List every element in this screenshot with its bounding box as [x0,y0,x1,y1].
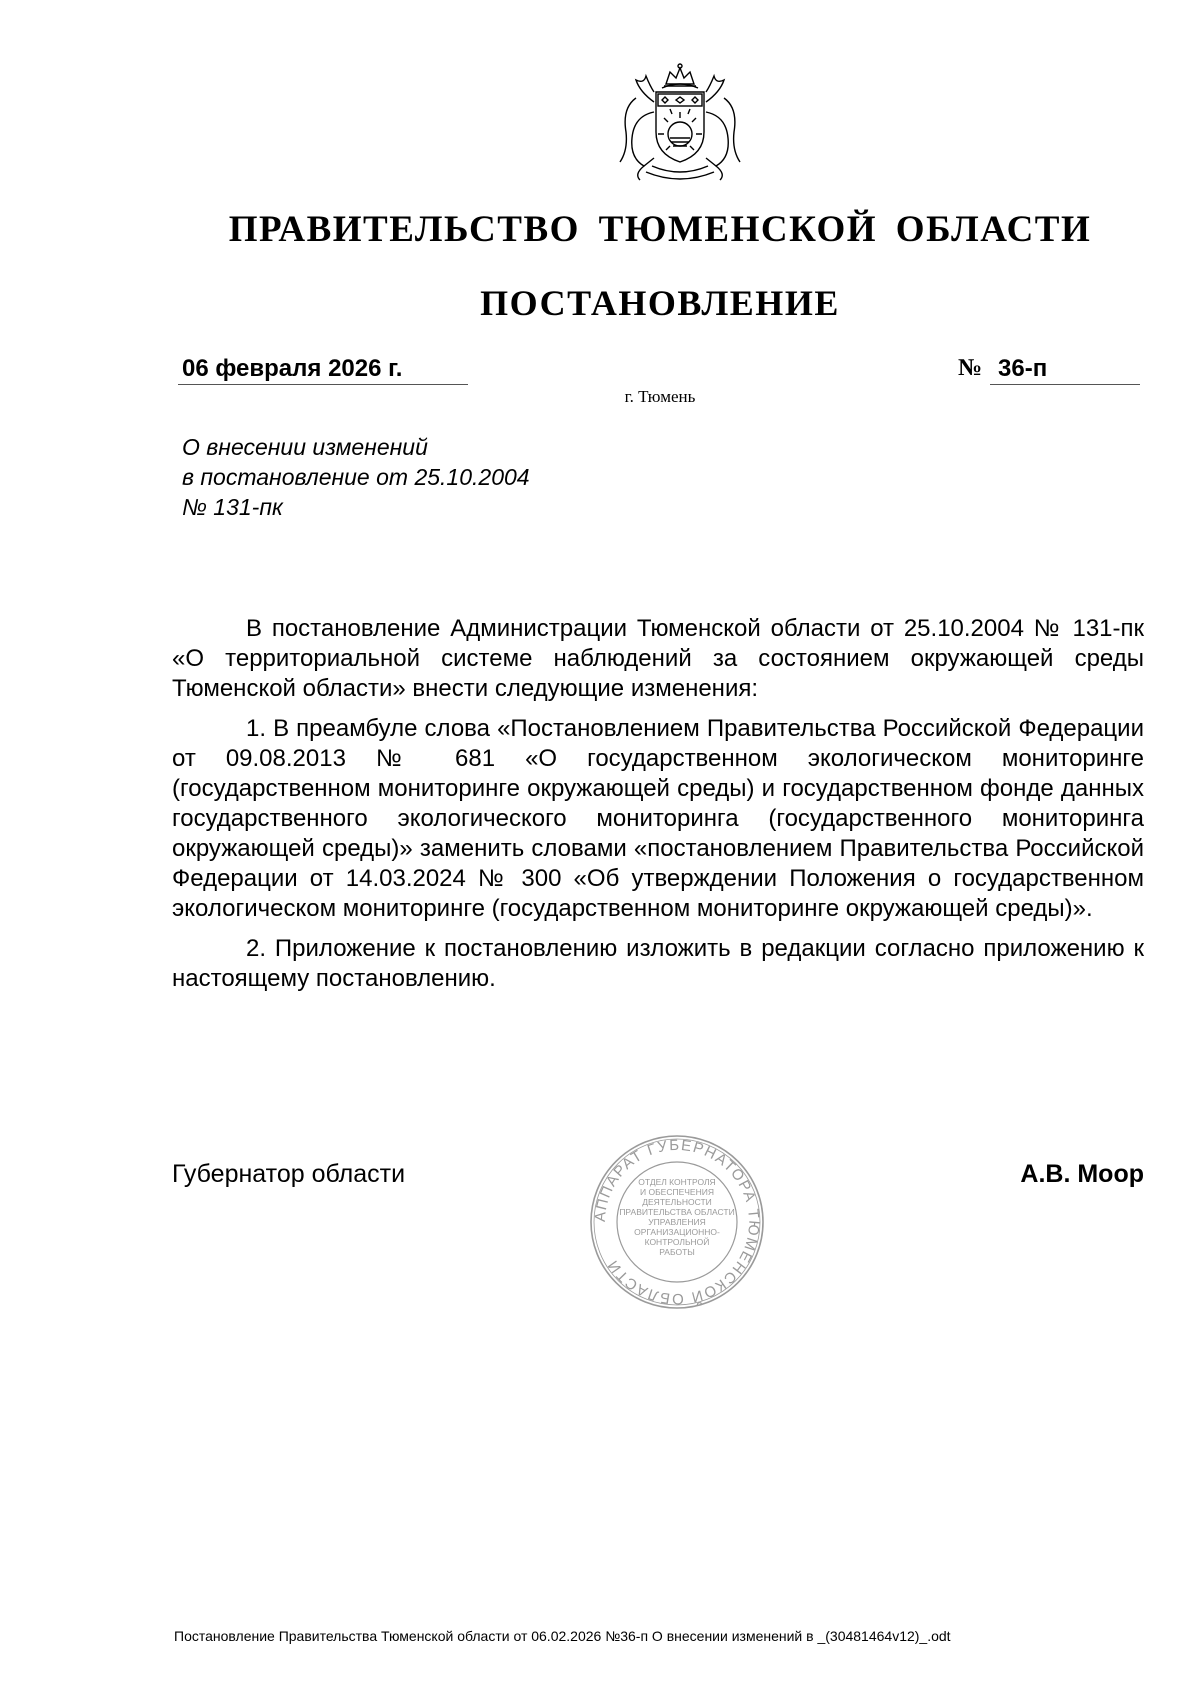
stamp-inner-line: ПРАВИТЕЛЬСТВА ОБЛАСТИ [619,1207,735,1217]
document-body [172,614,1144,1004]
stamp-inner-line: ОРГАНИЗАЦИОННО- [634,1227,720,1237]
organization-title: ПРАВИТЕЛЬСТВО ТЮМЕНСКОЙ ОБЛАСТИ [228,209,1092,250]
stamp-inner-line: УПРАВЛЕНИЯ [648,1217,706,1227]
subject-line-3: № 131-пк [182,494,283,520]
city-label: г. Тюмень [624,387,696,406]
signer-name: А.В. Моор [1020,1160,1144,1188]
document-footer: Постановление Правительства Тюменской области от 06.02.2026 №36-п О внесении изменений в _(30481464v12)_.odt [174,1628,951,1644]
document-type-title: ПОСТАНОВЛЕНИЕ [480,283,840,323]
body-intro-paragraph: В постановление Администрации Тюменской области от 25.10.2004 № 131-пк «О территориальной системе наблюдений за состоянием окружающей среды Тюменской области» внести следующие изменения: [172,615,1144,702]
subject-line-1: О внесении изменений [182,434,428,460]
signer-position: Губернатор области [172,1160,406,1188]
document-number: 36-п [990,355,1140,385]
stamp-inner-line: ДЕЯТЕЛЬНОСТИ [642,1197,712,1207]
coat-of-arms-emblem [600,62,760,186]
stamp-inner-line: КОНТРОЛЬНОЙ [644,1237,710,1247]
document-date: 06 февраля 2026 г. [178,355,468,385]
subject-line-2: в постановление от 25.10.2004 [182,464,530,490]
body-item-2: 2. Приложение к постановлению изложить в редакции согласно приложению к настоящему постановлению. [172,935,1144,992]
stamp-inner-line: И ОБЕСПЕЧЕНИЯ [640,1187,714,1197]
official-stamp-seal [588,1133,766,1311]
number-sign: № [958,355,983,381]
document-subject [182,432,682,522]
stamp-inner-line: ОТДЕЛ КОНТРОЛЯ [638,1177,716,1187]
body-item-1: 1. В преамбуле слова «Постановлением Правительства Российской Федерации от 09.08.2013 № 681 «О государственном экологическом мониторинге (государственном мониторинге окружающей среды) и государственном фонде данных государственного экологического мониторинга (государственного мониторинга окружающей среды)» заменить словами «постановлением Правительства Российской Федерации от 14.03.2024 № 300 «Об утверждении Положения о государственном экологическом мониторинге (государственном мониторинге окружающей среды)». [172,715,1144,922]
stamp-outer-text: АППАРАТ ГУБЕРНАТОРА ТЮМЕНСКОЙ ОБЛАСТИ [591,1136,763,1308]
stamp-inner-line: РАБОТЫ [659,1247,695,1257]
